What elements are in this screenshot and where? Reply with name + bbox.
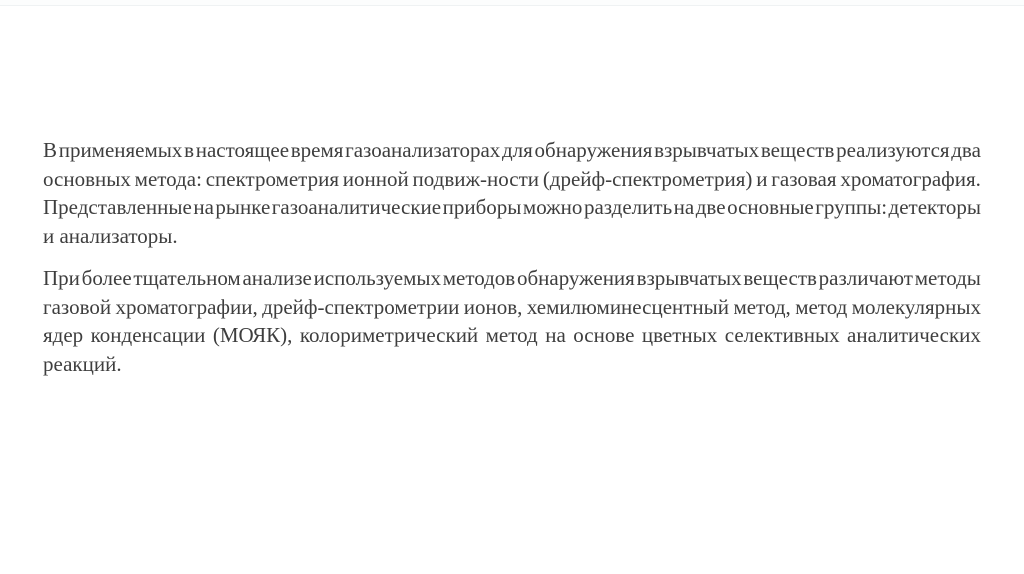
word: молекулярных (851, 294, 981, 319)
word: более (81, 266, 132, 290)
paragraph-1 (43, 136, 981, 251)
word: разделить (583, 195, 673, 220)
text-line (43, 321, 981, 350)
word: конденсации (90, 323, 206, 348)
word: цветных (641, 323, 718, 348)
word: (дрейф-спектрометрия) (542, 166, 753, 191)
word: веществ (760, 138, 835, 162)
word: аналитических (847, 323, 981, 348)
word: на (545, 323, 566, 348)
word: анализе (242, 266, 312, 290)
text-line (43, 193, 981, 222)
text-line: и анализаторы. (43, 224, 178, 249)
word: взрывчатых (636, 266, 742, 290)
word: тщательном (133, 266, 241, 290)
word: дрейф-спектрометрии (262, 294, 460, 319)
word: метода: (134, 166, 202, 191)
word: два (951, 138, 981, 162)
word: веществ (743, 266, 817, 290)
word: селективных (724, 323, 840, 348)
word: хроматографии, (115, 294, 258, 319)
word: основных (43, 166, 131, 191)
word: хроматография. (840, 166, 981, 191)
paragraph-2 (43, 264, 981, 379)
word: газоанализаторах (345, 138, 501, 162)
text-line (43, 293, 981, 322)
word: метод (795, 294, 848, 319)
word: можно (522, 195, 583, 220)
word: обнаружения (534, 138, 653, 162)
word: метод, (733, 294, 791, 319)
word: детекторы (888, 195, 981, 220)
text-line (43, 264, 981, 293)
word: применяемых (58, 138, 183, 162)
word: газовой (43, 294, 112, 319)
word: хемилюминесцентный (526, 294, 730, 319)
word: группы: (815, 195, 888, 220)
word: (МОЯК), (212, 323, 293, 348)
word: Представленные (43, 195, 192, 220)
word: обнаружения (516, 266, 635, 290)
top-border-strip (0, 0, 1024, 6)
word: методов (442, 266, 516, 290)
word: газовая (771, 166, 837, 191)
word: две (695, 195, 726, 220)
word: ионов, (463, 294, 523, 319)
word: ионной (342, 166, 409, 191)
word: настоящее (195, 138, 290, 162)
word: в (184, 138, 195, 162)
text-line (43, 136, 981, 165)
word: и (756, 166, 768, 191)
word: реализуются (836, 138, 950, 162)
text-line: реакций. (43, 352, 122, 377)
word: приборы (442, 195, 522, 220)
word: подвиж-ности (412, 166, 540, 191)
word: колориметрический (299, 323, 479, 348)
word: взрывчатых (654, 138, 760, 162)
word: для (502, 138, 533, 162)
word: При (43, 266, 80, 290)
word: различают (818, 266, 913, 290)
word: на (673, 195, 695, 220)
word: основные (727, 195, 814, 220)
word: ядер (43, 323, 84, 348)
word: спектрометрия (205, 166, 339, 191)
word: газоаналитические (271, 195, 442, 220)
text-line (43, 165, 981, 194)
word: В (43, 138, 58, 162)
word: методы (914, 266, 981, 290)
word: рынке (215, 195, 271, 220)
word: используемых (313, 266, 441, 290)
word: основе (573, 323, 635, 348)
word: на (193, 195, 214, 220)
word: метод (485, 323, 538, 348)
word: время (290, 138, 344, 162)
